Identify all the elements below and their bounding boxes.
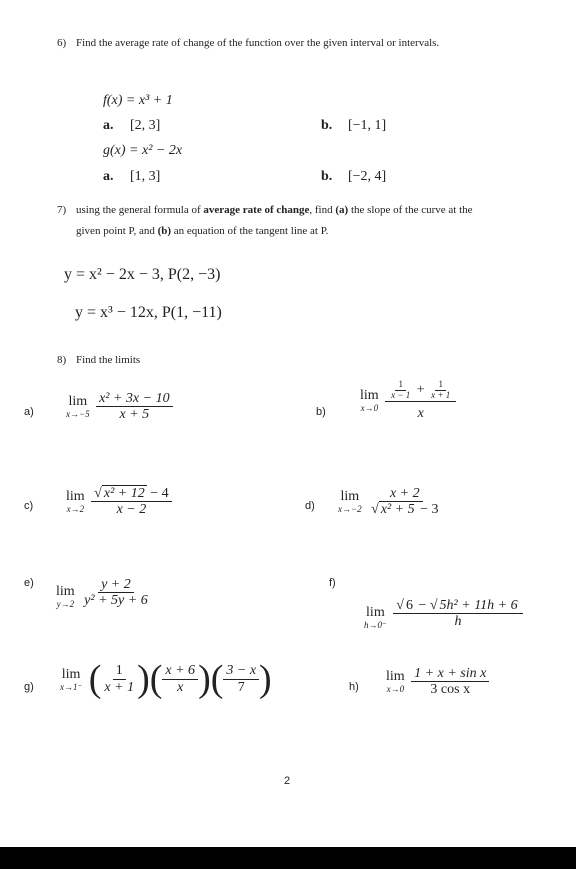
limit-g-label: g)	[24, 681, 34, 693]
limit-f-label: f)	[329, 577, 336, 589]
limit-b	[360, 380, 456, 421]
problem6-prompt: Find the average rate of change of the function over the given interval or intervals.	[76, 37, 440, 49]
f-part-b-label: b.	[321, 118, 333, 133]
limit-f	[364, 598, 576, 630]
problem7-number: 7)	[57, 204, 67, 216]
limit-d	[338, 486, 442, 518]
limit-e-label: e)	[24, 577, 34, 589]
limit-f-fraction: $\frac{\text{√ 6 − √ 5h² + 11h + 6}}{h}$	[393, 598, 522, 630]
lim-operator: lim x→−5	[66, 394, 90, 420]
f-definition: f(x) = x³ + 1	[103, 93, 173, 108]
g-part-b-interval: [−2, 4]	[348, 169, 387, 184]
lim-operator: lim x→0	[386, 669, 405, 695]
limit-b-fraction: $\frac{1}{x - 1}$ + $\frac{1}{x + 1}$ x	[385, 380, 456, 421]
limit-e	[56, 577, 151, 609]
g-part-a-label: a.	[103, 169, 114, 184]
limit-g-factor-3: $\frac{3 - x}{7}$	[223, 663, 259, 695]
limit-d-label: d)	[305, 500, 315, 512]
limit-g-factor-2: $\frac{x + 6}{x}$	[162, 663, 198, 695]
limit-c	[66, 486, 172, 518]
problem7-line1: using the general formula of average rate of change, find (a) the slope of the curve at the	[76, 204, 473, 216]
limit-a-fraction: $\frac{\text{x² + 3x − 10}}{x + 5}$	[96, 391, 173, 423]
g-part-b-label: b.	[321, 169, 333, 184]
limit-a-label: a)	[24, 406, 34, 418]
lim-operator: lim x→1⁻	[60, 666, 83, 692]
limit-e-fraction: $\frac{y + 2}{\text{y² + 5y + 6}}$	[84, 577, 148, 609]
tangent-equation-2: y = x³ − 12x, P(1, −11)	[75, 304, 222, 321]
problem8-prompt: Find the limits	[76, 354, 141, 366]
f-part-a-interval: [2, 3]	[130, 118, 161, 133]
limit-g-factor-1: $\frac{1}{x + 1}$	[104, 663, 135, 695]
limit-a	[66, 391, 173, 423]
bottom-black-bar	[0, 847, 576, 869]
lim-operator: lim h→0⁻	[364, 604, 387, 630]
problem8-number: 8)	[57, 354, 67, 366]
lim-operator: lim y→2	[56, 583, 75, 609]
lim-operator: lim x→−2	[338, 489, 362, 515]
limit-d-fraction: $\frac{x + 2}{\text{√ x² + 5 − 3}}$	[371, 486, 439, 518]
limit-h-label: h)	[349, 681, 359, 693]
limit-h	[386, 666, 489, 698]
limit-b-label: b)	[316, 406, 326, 418]
problem7-line2: given point P, and (b) an equation of the tangent line at P.	[76, 225, 329, 237]
lim-operator: lim x→0	[360, 388, 379, 414]
page-number: 2	[284, 775, 291, 787]
g-definition: g(x) = x² − 2x	[103, 143, 183, 158]
limit-h-fraction: $\frac{\text{1 + x + sin x}}{\text{3 cos x}}$	[411, 666, 489, 698]
limit-g: lim x→1⁻ ( $\frac{1}{x + 1}$ )( $\frac{x + 6}{x}$ )( $\frac{3 - x}{7}$ )	[60, 658, 272, 700]
limit-c-label: c)	[24, 500, 34, 512]
limit-c-fraction: $\frac{\text{√ x² + 12 − 4}}{x - 2}$	[91, 486, 171, 518]
g-part-a-interval: [1, 3]	[130, 169, 161, 184]
tangent-equation-1: y = x² − 2x − 3, P(2, −3)	[64, 266, 221, 283]
problem6-number: 6)	[57, 37, 67, 49]
f-part-b-interval: [−1, 1]	[348, 118, 387, 133]
lim-operator: lim x→2	[66, 489, 85, 515]
f-part-a-label: a.	[103, 118, 114, 133]
